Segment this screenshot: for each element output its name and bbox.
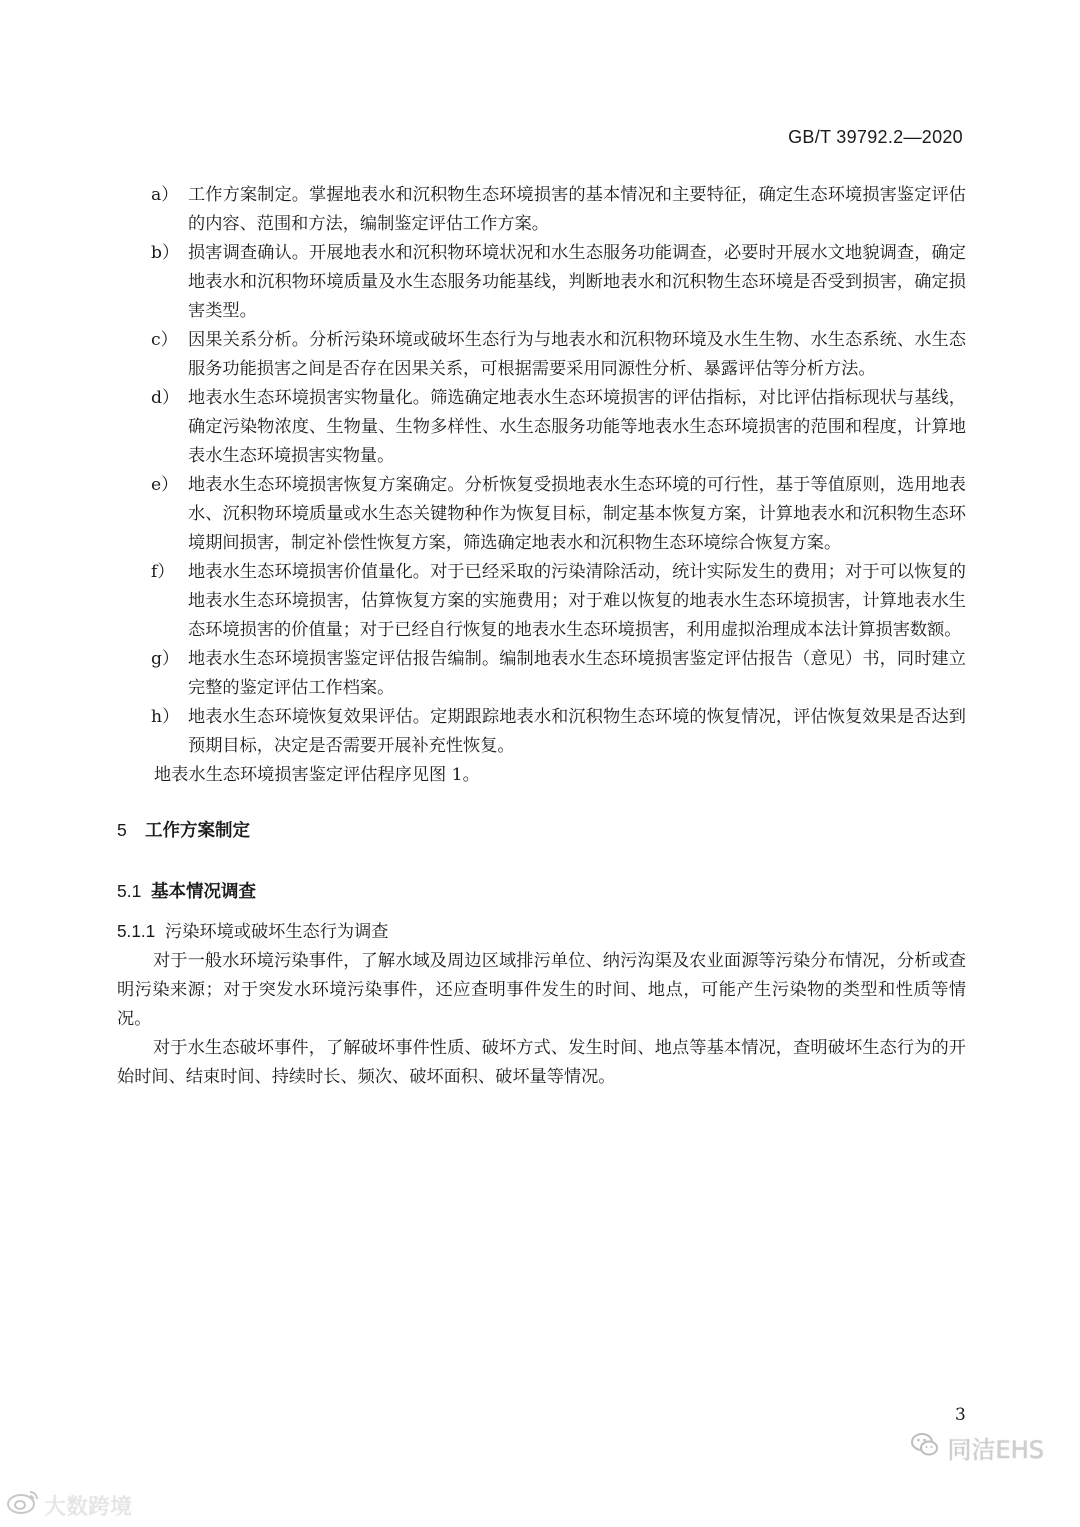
list-item-text: 因果关系分析。分析污染环境或破坏生态行为与地表水和沉积物环境及水生生物、水生态系统、水生态服务功能损害之间是否存在因果关系，可根据需要采用同源性分析、暴露评估等分析方法。	[188, 330, 966, 379]
weibo-icon	[6, 1489, 40, 1521]
subsection-title: 基本情况调查	[151, 882, 256, 902]
list-item-label: d）	[151, 388, 180, 408]
source-watermark	[6, 1489, 132, 1521]
list-item-g	[117, 645, 966, 703]
list-item-d	[117, 384, 966, 471]
source-watermark-text: 大数跨境	[44, 1494, 133, 1520]
list-item-text: 地表水生态环境损害恢复方案确定。分析恢复受损地表水生态环境的可行性，基于等值原则，选用地表水、沉积物环境质量或水生态关键物种作为恢复目标，制定基本恢复方案，计算地表水和沉积物生态环境期间损害，制定补偿性恢复方案，筛选确定地表水和沉积物生态环境综合恢复方案。	[188, 475, 966, 553]
section-number: 5	[117, 820, 127, 840]
account-watermark-text: 同洁EHS	[947, 1436, 1044, 1464]
body-paragraph: 对于水生态破坏事件，了解破坏事件性质、破坏方式、发生时间、地点等基本情况，查明破坏生态行为的开始时间、结束时间、持续时长、频次、破坏面积、破坏量等情况。	[117, 1038, 966, 1087]
list-item-h	[117, 703, 966, 761]
body-paragraph: 对于一般水环境污染事件，了解水域及周边区域排污单位、纳污沟渠及农业面源等污染分布情况，分析或查明污染来源；对于突发水环境污染事件，还应查明事件发生的时间、地点，可能产生污染物的类型和性质等情况。	[117, 951, 966, 1029]
subsection-number: 5.1	[117, 881, 142, 901]
subsubsection-heading	[117, 917, 966, 947]
list-item-a	[117, 181, 966, 239]
list-item-text: 损害调查确认。开展地表水和沉积物环境状况和水生态服务功能调查，必要时开展水文地貌调查，确定地表水和沉积物环境质量及水生态服务功能基线，判断地表水和沉积物生态环境是否受到损害，确定损害类型。	[188, 243, 966, 321]
list-item-text: 地表水生态环境损害实物量化。筛选确定地表水生态环境损害的评估指标，对比评估指标现状与基线，确定污染物浓度、生物量、生物多样性、水生态服务功能等地表水生态环境损害的范围和程度，计算地表水生态环境损害实物量。	[188, 388, 966, 466]
list-item-label: c）	[151, 330, 178, 350]
list-item-text: 地表水生态环境损害价值量化。对于已经采取的污染清除活动，统计实际发生的费用；对于可以恢复的地表水生态环境损害，估算恢复方案的实施费用；对于难以恢复的地表水生态环境损害，计算地表水生态环境损害的价值量；对于已经自行恢复的地表水生态环境损害，利用虚拟治理成本法计算损害数额。	[188, 562, 966, 640]
figure-reference: 地表水生态环境损害鉴定评估程序见图 1。	[154, 765, 480, 785]
section-title: 工作方案制定	[145, 821, 250, 841]
list-item-label: h）	[151, 707, 180, 727]
page-number: 3	[955, 1405, 966, 1425]
list-item-label: a）	[151, 185, 179, 205]
account-watermark	[910, 1430, 1044, 1465]
section-heading	[117, 816, 966, 846]
list-item-e	[117, 471, 966, 558]
list-item-label: g）	[151, 649, 180, 669]
list-item-text: 工作方案制定。掌握地表水和沉积物生态环境损害的基本情况和主要特征，确定生态环境损害鉴定评估的内容、范围和方法，编制鉴定评估工作方案。	[188, 185, 966, 234]
list-item-text: 地表水生态环境损害鉴定评估报告编制。编制地表水生态环境损害鉴定评估报告（意见）书，同时建立完整的鉴定评估工作档案。	[188, 649, 966, 698]
list-item-c	[117, 326, 966, 384]
subsubsection-number: 5.1.1	[117, 921, 156, 941]
list-item-f	[117, 558, 966, 645]
list-item-label: e）	[151, 475, 179, 495]
list-item-b	[117, 239, 966, 326]
wechat-icon	[910, 1431, 940, 1465]
document-body	[117, 181, 966, 1092]
list-item-label: f）	[151, 562, 175, 582]
standard-code: GB/T 39792.2—2020	[788, 127, 963, 147]
list-item-text: 地表水生态环境恢复效果评估。定期跟踪地表水和沉积物生态环境的恢复情况，评估恢复效果是否达到预期目标，决定是否需要开展补充性恢复。	[188, 707, 966, 756]
subsection-heading	[117, 877, 966, 907]
list-item-label: b）	[151, 243, 180, 263]
subsubsection-title: 污染环境或破坏生态行为调查	[165, 922, 389, 942]
